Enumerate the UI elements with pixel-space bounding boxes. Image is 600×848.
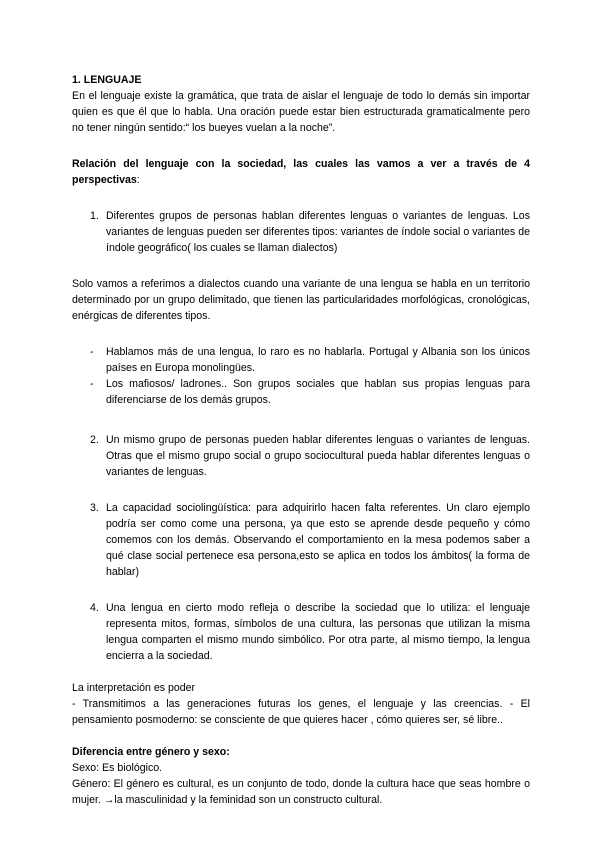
item-text: Una lengua en cierto modo refleja o describe la sociedad que lo utiliza: el lenguaje representa mitos, formas, símbolos de una cultura, las personas que utilizan la misma lengua comparten el mismo mundo simbólico. Por otra parte, al mismo tiempo, la lengua encierra a la sociedad.: [106, 602, 530, 662]
gender-heading: Diferencia entre género y sexo:: [72, 746, 230, 758]
bullet-text: Los mafiosos/ ladrones.. Son grupos sociales que hablan sus propias lenguas para diferenciarse de los demás grupos.: [106, 378, 530, 406]
section-heading: 1. LENGUAJE: [72, 74, 142, 86]
bullet-dash: -: [90, 346, 94, 358]
numbered-item: [72, 600, 530, 664]
bullet-item: [72, 344, 530, 376]
gender-definition: Género: El género es cultural, es un conjunto de todo, donde la cultura hace que seas hombre o mujer. →la masculinidad y la feminidad son un constructo cultural.: [72, 778, 530, 806]
numbered-item: [72, 500, 530, 580]
item-text: Un mismo grupo de personas pueden hablar diferentes lenguas o variantes de lenguas. Otras que el mismo grupo social o grupo sociocultural pueda hablar diferentes lenguas o variantes de lenguas.: [106, 434, 530, 478]
item-number: 4.: [90, 602, 99, 614]
relation-heading: [72, 156, 530, 188]
item-text: Diferentes grupos de personas hablan diferentes lenguas o variantes de lenguas. Los variantes de lenguas pueden ser diferentes tipos: variantes de índole social o variantes de índole geográfico( los cuales se llaman dialectos): [106, 210, 530, 254]
sex-definition: Sexo: Es biológico.: [72, 762, 163, 774]
bullet-dash: -: [90, 378, 94, 390]
relation-heading-text: Relación del lenguaje con la sociedad, las cuales las vamos a ver a través de 4 perspectivas: [72, 158, 530, 186]
power-title: La interpretación es poder: [72, 682, 196, 694]
intro-paragraph: En el lenguaje existe la gramática, que trata de aislar el lenguaje de todo lo demás sin importar quien es que él que lo habla. Una oración puede estar bien estructurada gramaticalmente pero no tener ningún sentido:“ los bueyes vuelan a la noche”.: [72, 90, 530, 134]
power-paragraph: - Transmitimos a las generaciones futuras los genes, el lenguaje y las creencias. - El pensamiento posmoderno: se consciente de que quieres hacer , cómo quieres ser, sé libre..: [72, 698, 530, 726]
document-body: [72, 72, 530, 808]
numbered-item: [72, 208, 530, 256]
item-text: La capacidad sociolingüística: para adquirirlo hacen falta referentes. Un claro ejemplo podría ser como come una persona, ya que esto se aprende desde pequeño y cómo comemos con los demás. Observando el comportamiento en la mesa podemos saber a qué clase social pertenece esa persona,esto se aplica en todos los ámbitos( la forma de hablar): [106, 502, 530, 578]
numbered-item: [72, 432, 530, 480]
item-number: 1.: [90, 210, 99, 222]
relation-heading-colon: :: [136, 174, 140, 186]
dialect-paragraph: Solo vamos a referimos a dialectos cuando una variante de una lengua se habla en un territorio determinado por un grupo delimitado, que tienen las particularidades morfológicas, cronológicas, enérgicas de diferentes tipos.: [72, 278, 530, 322]
bullet-text: Hablamos más de una lengua, lo raro es no hablarla. Portugal y Albania son los únicos países en Europa monolingües.: [106, 346, 530, 374]
bullet-item: [72, 376, 530, 408]
item-number: 2.: [90, 434, 99, 446]
item-number: 3.: [90, 502, 99, 514]
